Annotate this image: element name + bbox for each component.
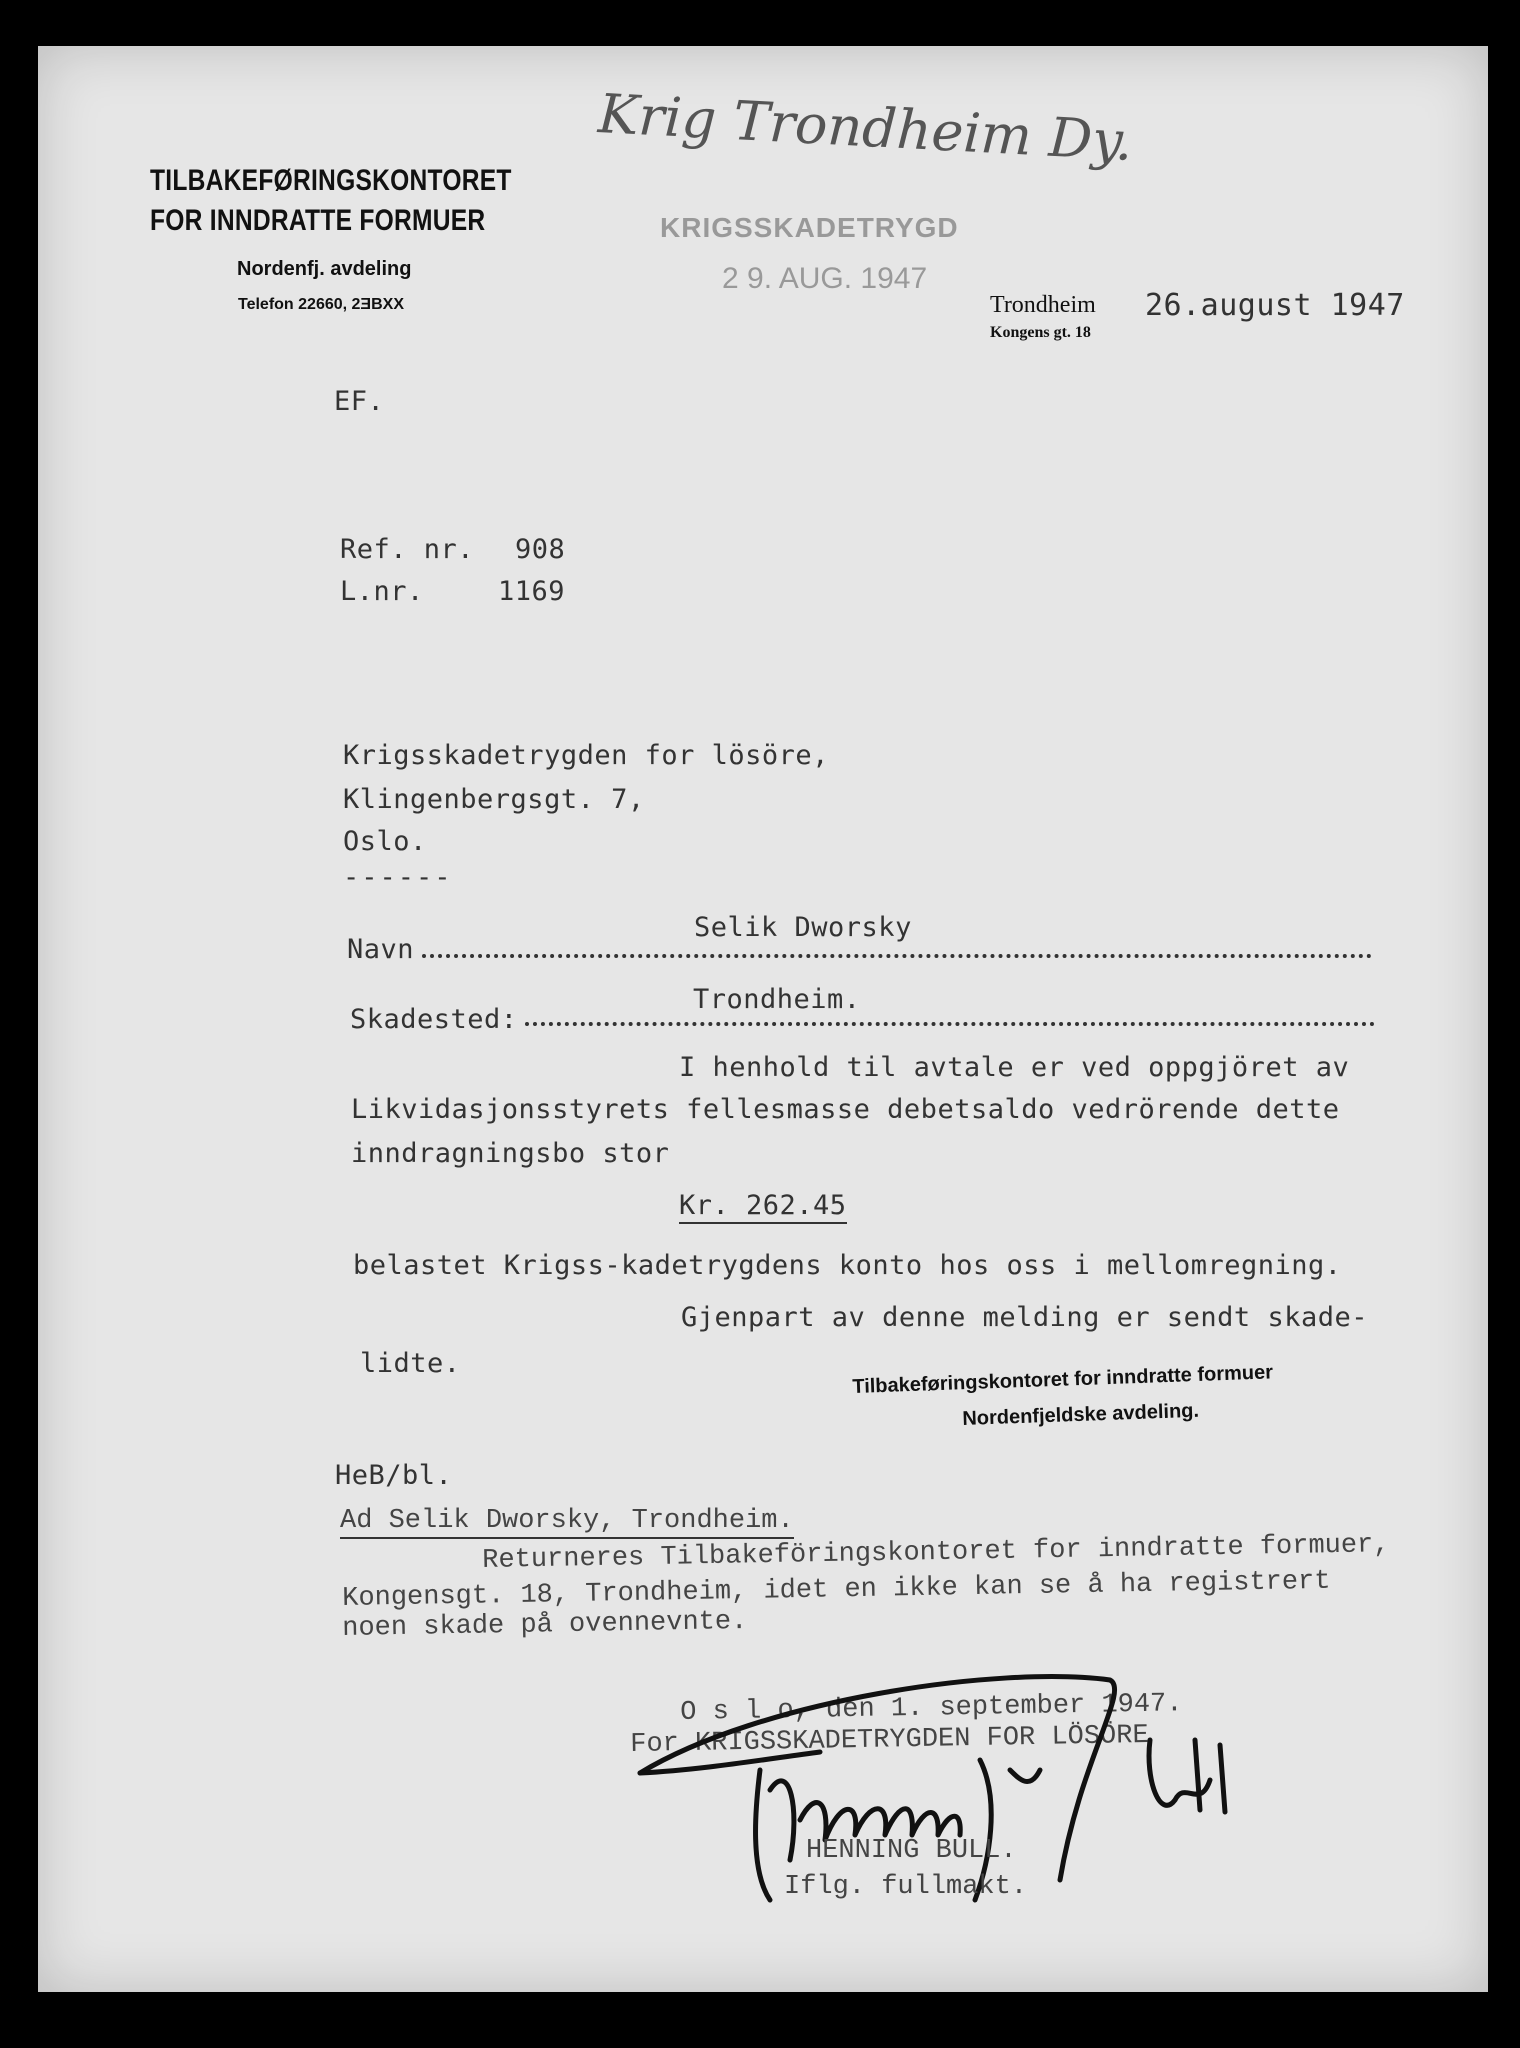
reply-place-date: O s l o, den 1. september 1947. [680,1689,1183,1728]
recipient-separator: ------ [343,862,453,893]
org-name-line2: FOR INNDRATTE FORMUER [150,204,486,237]
signature [38,46,1488,1992]
letter-place: Trondheim [990,292,1096,318]
body-para3-line2: lidte. [360,1348,461,1379]
ef-mark: EF. [334,386,385,417]
body-para3-line1: Gjenpart av denne melding er sendt skade- [681,1302,1368,1333]
reply-line2: Kongensgt. 18, Trondheim, idet en ikke kan se å ha registrert [342,1566,1331,1614]
initials: HeB/bl. [335,1460,453,1491]
reply-for-line: For KRIGSSKADETRYGDEN FOR LÖSÖRE [630,1720,1149,1760]
handwritten-note: Krig Trondheim Dy. [596,82,1135,173]
sender-stamp-line2: Nordenfjeldske avdeling. [962,1399,1200,1430]
lnr-value: 1169 [498,576,566,607]
amount: Kr. 262.45 [679,1190,847,1224]
body-para1-line3: inndragningsbo stor [351,1138,670,1169]
received-stamp-date: 2 9. AUG. 1947 [722,262,928,295]
reply-line1: Returneres Tilbakeföringskontoret for inndratte formuer, [482,1530,1390,1576]
body-para1-line1: I henhold til avtale er ved oppgjöret av [679,1052,1350,1083]
phone: Telefon 22660, 2ƎBXX [238,296,404,313]
name-value: Selik Dworsky [694,912,912,943]
recipient-line1: Krigsskadetrygden for lösöre, [343,740,829,771]
body-para2: belastet Krigss-kadetrygdens konto hos oss i mellomregning. [353,1250,1342,1281]
org-name-line1: TILBAKEFØRINGSKONTORET [150,164,512,197]
body-para1-line2: Likvidasjonsstyrets fellesmasse debetsaldo vedrörende dette [351,1094,1340,1125]
ref-label: Ref. nr. [340,534,475,565]
signer-name: HENNING BULL. [806,1836,1017,1866]
recipient-line2: Klingenbergsgt. 7, [343,784,645,815]
recipient-line3: Oslo. [343,826,427,857]
reply-heading: Ad Selik Dworsky, Trondheim. [340,1506,794,1539]
letter-address: Kongens gt. 18 [990,324,1091,341]
signer-authority: Iflg. fullmakt. [784,1872,1028,1902]
department: Nordenfj. avdeling [237,258,412,280]
received-stamp-org: KRIGSSKADETRYGD [660,212,959,243]
place-value: Trondheim. [693,984,861,1015]
ref-value: 908 [515,534,566,565]
lnr-label: L.nr. [340,576,424,607]
place-label: Skadested: [350,1004,518,1035]
reply-line3: noen skade på ovennevnte. [342,1606,748,1644]
letter-date: 26.august 1947 [1145,288,1405,323]
document-page [38,46,1488,1992]
name-label: Navn [347,934,415,965]
sender-stamp-line1: Tilbakeføringskontoret for inndratte formuer [852,1361,1274,1398]
